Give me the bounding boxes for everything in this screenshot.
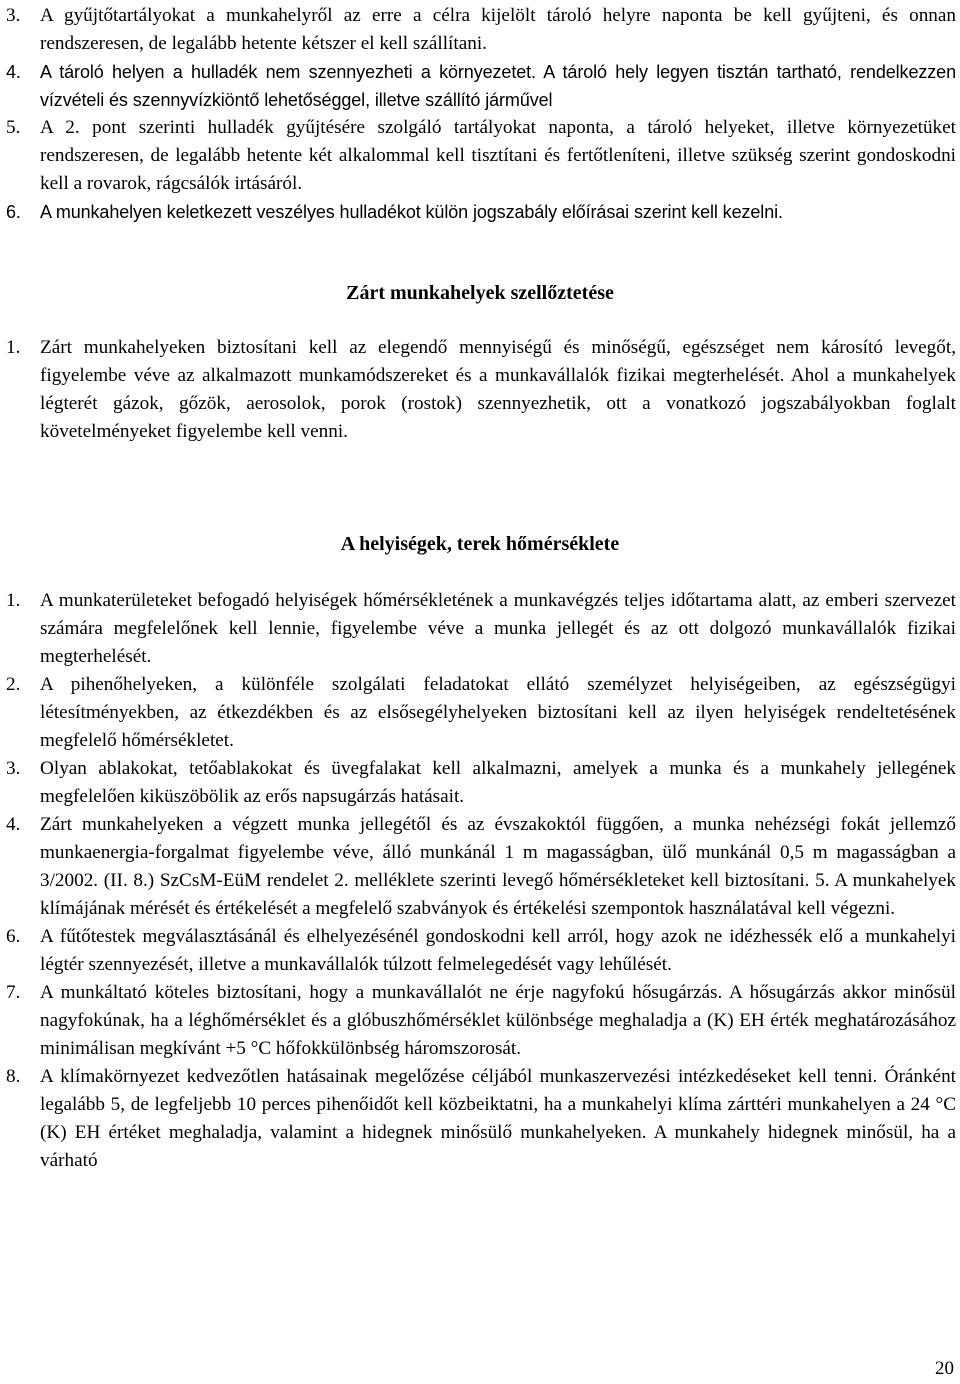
page-number: 20 [935,1358,954,1379]
list-item [6,2,956,58]
list-item [6,1063,956,1175]
item-number: 3. [6,758,21,779]
waste-list [6,2,956,226]
item-text: A munkáltató köteles biztosítani, hogy a munkavállalót ne érje nagyfokú hősugárzás. A hősugárzás akkor minősül nagyfokúnak, ha a léghőmérséklet és a glóbuszhőmérséklet különbsége meghaladja a (K) EH érték meghatározásához minimálisan megkívánt +5 °C hőfokkülönbség háromszorosát. [40,982,956,1059]
temperature-list [6,587,956,1175]
list-item [6,923,956,979]
list-item [6,979,956,1063]
list-item [6,334,956,446]
item-number: 5. [6,117,21,138]
item-number: 8. [6,1066,21,1087]
item-text: Zárt munkahelyeken a végzett munka jellegétől és az évszakoktól függően, a munka nehézségi fokát jellemző munkaenergia-forgalmat figyelembe véve, álló munkánál 1 m magasságban, ülő munkánál 0,5 m magasságban a 3/2002. (II. 8.) SzCsM-EüM rendelet 2. melléklete szerinti levegő hőmérsékleteket kell biztosítani. 5. A munkahelyek klímájának mérését és értékelését a megfelelő szabványok és értékelési szempontok használatával kell végezni. [40,814,956,919]
item-text: A fűtőtestek megválasztásánál és elhelyezésénél gondoskodni kell arról, hogy azok ne idézhessék elő a munkahelyi légtér szennyezését, illetve a munkavállalók túlzott felmelegedését vagy lehűlését. [40,926,956,975]
item-text: A tároló helyen a hulladék nem szennyezheti a környezetet. A tároló hely legyen tisztán tartható, rendelkezzen vízvételi és szennyvízkiöntő lehetőséggel, illetve szállító járművel [40,62,956,110]
section-heading-ventilation: Zárt munkahelyek szellőztetése [346,282,614,304]
item-text: A munkaterületeket befogadó helyiségek hőmérsékletének a munkavégzés teljes időtartama alatt, az emberi szervezet számára megfelelőnek kell lennie, figyelembe véve a munka jellegét és az ott dolgozó munkavállalók fizikai megterhelését. [40,590,956,667]
item-number: 4. [6,62,21,82]
list-item [6,671,956,755]
section-heading-temperature: A helyiségek, terek hőmérséklete [340,533,620,555]
item-number: 1. [6,337,21,358]
item-number: 3. [6,5,21,26]
list-item [6,58,956,114]
item-text: A 2. pont szerinti hulladék gyűjtésére szolgáló tartályokat naponta, a tároló helyeket, illetve környezetüket rendszeresen, de legalább hetente két alkalommal kell tisztítani és fertőtleníteni, illetve szükség szerint gondoskodni kell a rovarok, rágcsálók irtásáról. [40,117,956,194]
item-number: 6. [6,926,21,947]
item-number: 1. [6,590,21,611]
item-text: A munkahelyen keletkezett veszélyes hulladékot külön jogszabály előírásai szerint kell kezelni. [40,202,783,222]
item-text: A pihenőhelyeken, a különféle szolgálati feladatokat ellátó személyzet helyiségeiben, az egészségügyi létesítményekben, az étkezdékben és az elsősegélyhelyeken biztosítani kell az ilyen helyiségek rendeltetésének megfelelő hőmérsékletet. [40,674,956,751]
item-number: 7. [6,982,21,1003]
item-number: 2. [6,674,21,695]
list-item [6,587,956,671]
item-number: 6. [6,202,21,222]
item-text: A gyűjtőtartályokat a munkahelyről az erre a célra kijelölt tároló helyre naponta be kell gyűjteni, és onnan rendszeresen, de legalább hetente kétszer el kell szállítani. [40,5,956,54]
list-item [6,811,956,923]
ventilation-list [6,334,956,446]
item-text: A klímakörnyezet kedvezőtlen hatásainak megelőzése céljából munkaszervezési intézkedéseket kell tenni. Óránként legalább 5, de legfeljebb 10 perces pihenőidőt kell közbeiktatni, ha a munkahelyi klíma zárttéri munkahelyen a 24 °C (K) EH értéket meghaladja, valamint a hidegnek minősülő munkahelyeken. A munkahely hidegnek minősül, ha a várható [40,1066,956,1171]
list-item [6,198,956,226]
item-text: Olyan ablakokat, tetőablakokat és üvegfalakat kell alkalmazni, amelyek a munka és a munkahely jellegének megfelelően kiküszöbölik az erős napsugárzás hatásait. [40,758,956,807]
list-item [6,114,956,198]
item-text: Zárt munkahelyeken biztosítani kell az elegendő mennyiségű és minőségű, egészséget nem károsító levegőt, figyelembe véve az alkalmazott munkamódszereket és a munkavállalók fizikai megterhelését. Ahol a munkahelyek légterét gázok, gőzök, aerosolok, porok (rostok) szennyezhetik, ott a vonatkozó jogszabályokban foglalt követelményeket figyelembe kell venni. [40,337,956,442]
item-number: 4. [6,814,21,835]
list-item [6,755,956,811]
